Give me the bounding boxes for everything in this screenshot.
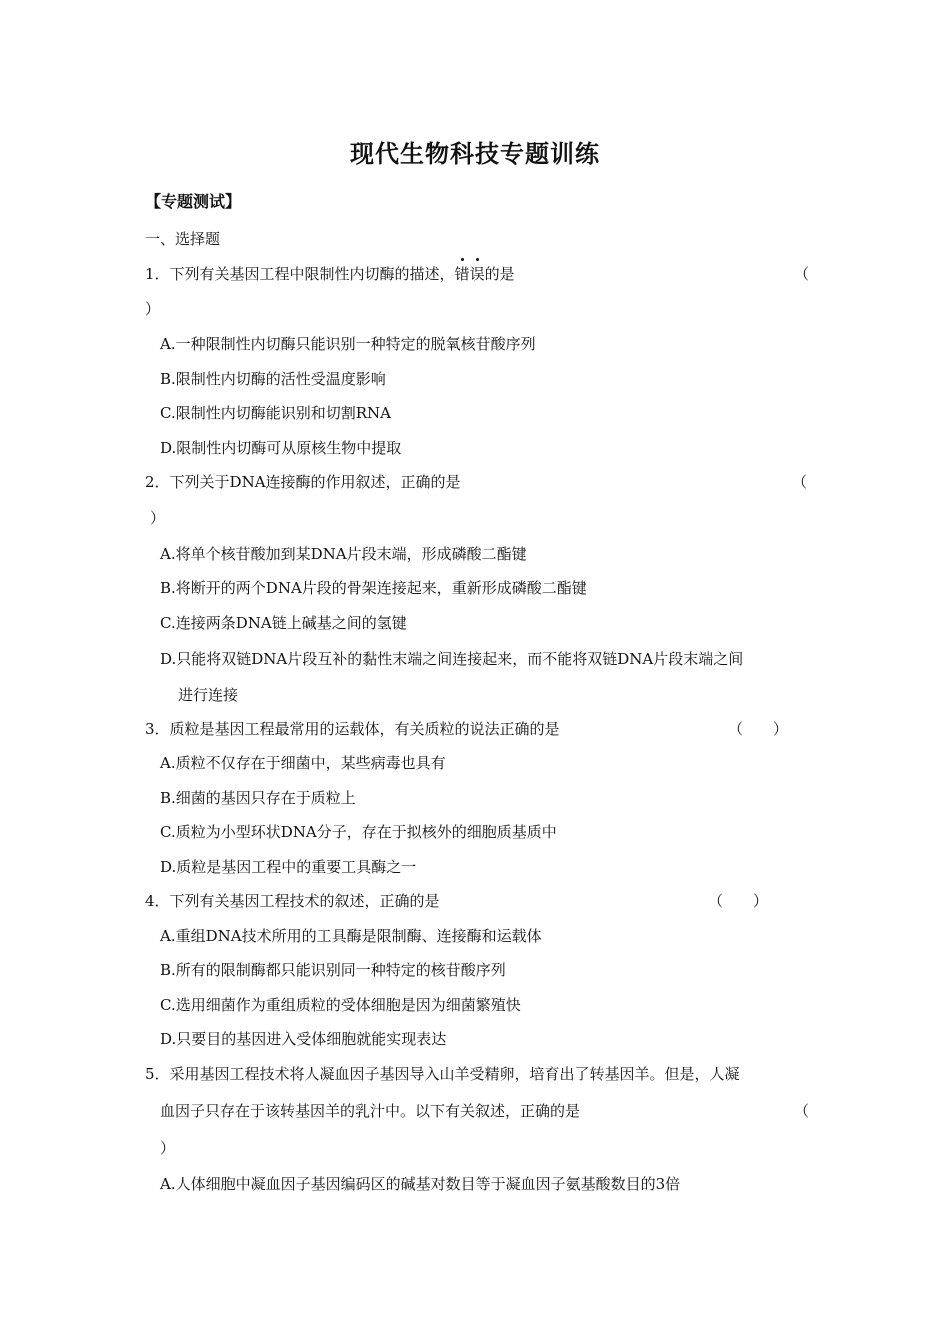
part-label: 一、选择题 bbox=[145, 230, 221, 248]
emphasis-character: 错 bbox=[454, 265, 470, 283]
question-2-option-a: A.将单个核苷酸加到某DNA片段末端，形成磷酸二酯键 bbox=[160, 545, 527, 563]
question-2-answer-close: ） bbox=[150, 509, 166, 527]
question-4-option-d: D.只要目的基因进入受体细胞就能实现表达 bbox=[160, 1030, 447, 1048]
question-3-stem: 3．质粒是基因工程最常用的运载体，有关质粒的说法正确的是 bbox=[145, 720, 560, 738]
question-1-text-before: 1．下列有关基因工程中限制性内切酶的描述， bbox=[145, 265, 455, 283]
question-5-stem-line1: 5．采用基因工程技术将人凝血因子基因导入山羊受精卵，培育出了转基因羊。但是，人凝 bbox=[145, 1065, 740, 1083]
question-1-option-a: A.一种限制性内切酶只能识别一种特定的脱氧核苷酸序列 bbox=[160, 335, 536, 353]
emphasis-character: 误 bbox=[469, 265, 485, 283]
question-4-option-b: B.所有的限制酶都只能识别同一种特定的核苷酸序列 bbox=[160, 961, 506, 979]
question-1-emphasis bbox=[455, 265, 485, 283]
question-5-stem-line2: 血因子只存在于该转基因羊的乳汁中。以下有关叙述，正确的是 bbox=[160, 1102, 581, 1120]
question-2-option-c: C.连接两条DNA链上碱基之间的氢键 bbox=[160, 614, 407, 632]
question-1-option-b: B.限制性内切酶的活性受温度影响 bbox=[160, 370, 386, 388]
question-1-stem bbox=[145, 264, 515, 284]
question-3-option-d: D.质粒是基因工程中的重要工具酶之一 bbox=[160, 858, 417, 876]
question-3-option-b: B.细菌的基因只存在于质粒上 bbox=[160, 789, 356, 807]
question-1-option-c: C.限制性内切酶能识别和切割RNA bbox=[160, 404, 391, 422]
question-4-stem: 4．下列有关基因工程技术的叙述，正确的是 bbox=[145, 892, 440, 910]
section-heading: 【专题测试】 bbox=[145, 192, 242, 211]
question-2-option-d: D.只能将双链DNA片段互补的黏性末端之间连接起来，而不能将双链DNA片段末端之间 bbox=[160, 650, 744, 668]
question-4-option-a: A.重组DNA技术所用的工具酶是限制酶、连接酶和运载体 bbox=[160, 927, 542, 945]
question-2-option-b: B.将断开的两个DNA片段的骨架连接起来，重新形成磷酸二酯键 bbox=[160, 579, 587, 597]
question-1-answer-open: （ bbox=[794, 265, 810, 283]
question-5-answer-close: ） bbox=[160, 1139, 176, 1157]
question-5-option-a: A.人体细胞中凝血因子基因编码区的碱基对数目等于凝血因子氨基酸数目的3倍 bbox=[160, 1175, 681, 1193]
question-1-option-d: D.限制性内切酶可从原核生物中提取 bbox=[160, 439, 402, 457]
question-2-answer-open: （ bbox=[792, 473, 808, 491]
page-title: 现代生物科技专题训练 bbox=[350, 140, 600, 168]
question-1-answer-close: ） bbox=[145, 300, 161, 318]
question-3-option-a: A.质粒不仅存在于细菌中，某些病毒也具有 bbox=[160, 754, 446, 772]
question-4-answer-parens: （ ） bbox=[708, 892, 769, 910]
question-5-answer-open: （ bbox=[794, 1102, 810, 1120]
question-3-answer-parens: （ ） bbox=[728, 720, 789, 738]
question-1-text-after: 的是 bbox=[484, 265, 515, 283]
question-3-option-c: C.质粒为小型环状DNA分子，存在于拟核外的细胞质基质中 bbox=[160, 823, 557, 841]
question-2-stem: 2．下列关于DNA连接酶的作用叙述，正确的是 bbox=[145, 473, 461, 491]
question-4-option-c: C.选用细菌作为重组质粒的受体细胞是因为细菌繁殖快 bbox=[160, 996, 521, 1014]
question-2-option-d-continued: 进行连接 bbox=[178, 686, 239, 704]
